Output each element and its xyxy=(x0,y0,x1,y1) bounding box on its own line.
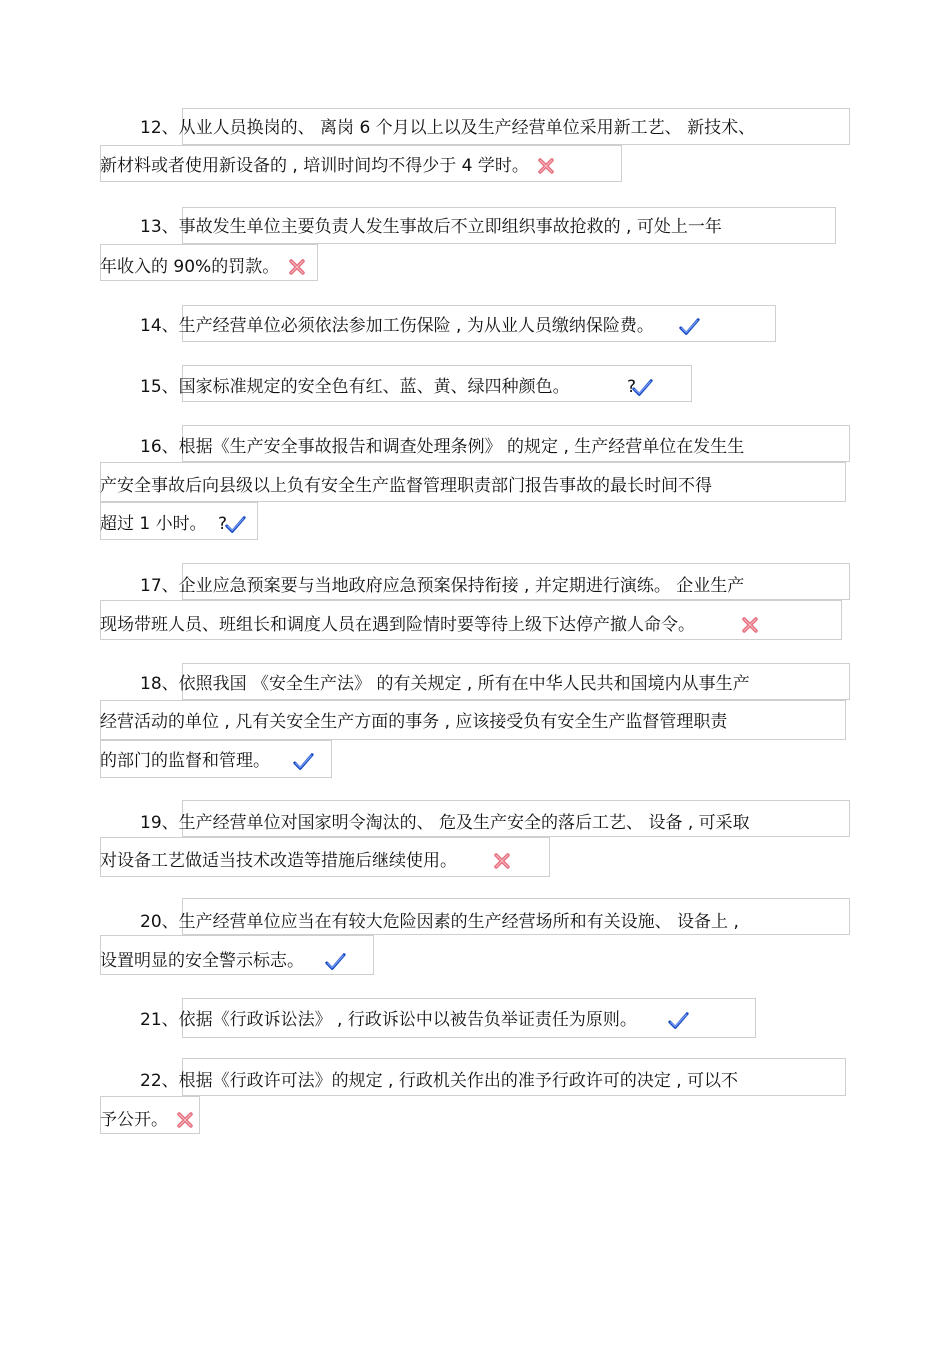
question-text: 设置明显的安全警示标志。 xyxy=(100,951,304,971)
wrong-icon xyxy=(536,156,556,176)
question-line xyxy=(100,1110,195,1130)
question-text: 生产经营单位对国家明令淘汰的、 危及生产安全的落后工艺、 设备 , 可采取 xyxy=(178,813,750,833)
question-line xyxy=(100,851,512,871)
question-line xyxy=(100,156,556,176)
question-text: 生产经营单位必须依法参加工伤保险 , 为从业人员缴纳保险费。 xyxy=(178,316,654,336)
question-text: 予公开。 xyxy=(100,1110,168,1130)
question-text: 对设备工艺做适当技术改造等措施后继续使用。 xyxy=(100,851,457,871)
question-text: 年收入的 90%的罚款。 xyxy=(100,257,280,277)
question-line xyxy=(140,1010,686,1030)
question-line xyxy=(100,751,311,771)
question-line xyxy=(100,514,243,534)
question-number: 19、 xyxy=(140,813,179,833)
question-text: 企业应急预案要与当地政府应急预案保持衔接 , 并定期进行演练。 企业生产 xyxy=(178,576,745,596)
question-text: 现场带班人员、班组长和调度人员在遇到险情时要等待上级下达停产撤人命令。 xyxy=(100,615,695,635)
question-number: 14、 xyxy=(140,316,179,336)
question-line xyxy=(140,437,744,457)
question-line xyxy=(140,912,739,932)
question-line xyxy=(100,712,727,732)
question-number: 12、 xyxy=(140,118,179,138)
question-number: 20、 xyxy=(140,912,179,932)
question-line xyxy=(140,316,697,336)
correct-icon xyxy=(291,751,311,771)
question-line xyxy=(100,257,307,277)
correct-icon xyxy=(223,514,243,534)
question-line xyxy=(140,118,755,138)
question-number: 15、 xyxy=(140,377,179,397)
question-line xyxy=(100,615,760,635)
question-number: 13、 xyxy=(140,217,179,237)
question-text: 根据《行政许可法》的规定 , 行政机关作出的准予行政许可的决定 , 可以不 xyxy=(178,1071,739,1091)
question-mark-symbol: ? xyxy=(218,514,228,534)
question-text: 经营活动的单位 , 凡有关安全生产方面的事务 , 应该接受负有安全生产监督管理职责 xyxy=(100,712,728,732)
question-text: 依照我国 《安全生产法》 的有关规定 , 所有在中华人民共和国境内从事生产 xyxy=(178,674,750,694)
question-text: 事故发生单位主要负责人发生事故后不立即组织事故抢救的 , 可处上一年 xyxy=(178,217,722,237)
correct-icon xyxy=(323,951,343,971)
question-text: 生产经营单位应当在有较大危险因素的生产经营场所和有关设施、 设备上 , xyxy=(178,912,739,932)
question-text: 超过 1 小时。 xyxy=(100,514,207,534)
question-line xyxy=(100,951,343,971)
question-line xyxy=(140,217,722,237)
question-mark-symbol: ? xyxy=(627,377,637,397)
correct-icon xyxy=(677,316,697,336)
wrong-icon xyxy=(287,257,307,277)
question-text: 从业人员换岗的、 离岗 6 个月以上以及生产经营单位采用新工艺、 新技术、 xyxy=(178,118,756,138)
question-number: 21、 xyxy=(140,1010,179,1030)
question-text: 国家标准规定的安全色有红、蓝、黄、绿四种颜色。 xyxy=(178,377,570,397)
question-text: 依据《行政诉讼法》 , 行政诉讼中以被告负举证责任为原则。 xyxy=(178,1010,637,1030)
wrong-icon xyxy=(740,615,760,635)
question-text: 产安全事故后向县级以上负有安全生产监督管理职责部门报告事故的最长时间不得 xyxy=(100,476,712,496)
question-text: 根据《生产安全事故报告和调查处理条例》 的规定 , 生产经营单位在发生生 xyxy=(178,437,745,457)
question-line xyxy=(140,377,650,397)
question-number: 17、 xyxy=(140,576,179,596)
question-text: 新材料或者使用新设备的 , 培训时间均不得少于 4 学时。 xyxy=(100,156,529,176)
question-line xyxy=(140,813,750,833)
question-line xyxy=(140,674,750,694)
wrong-icon xyxy=(492,851,512,871)
question-number: 16、 xyxy=(140,437,179,457)
question-line xyxy=(100,476,712,496)
question-line xyxy=(140,1071,738,1091)
correct-icon xyxy=(666,1010,686,1030)
question-number: 22、 xyxy=(140,1071,179,1091)
question-line xyxy=(140,576,744,596)
question-text: 的部门的监督和管理。 xyxy=(100,751,270,771)
wrong-icon xyxy=(175,1110,195,1130)
correct-icon xyxy=(630,377,650,397)
question-number: 18、 xyxy=(140,674,179,694)
